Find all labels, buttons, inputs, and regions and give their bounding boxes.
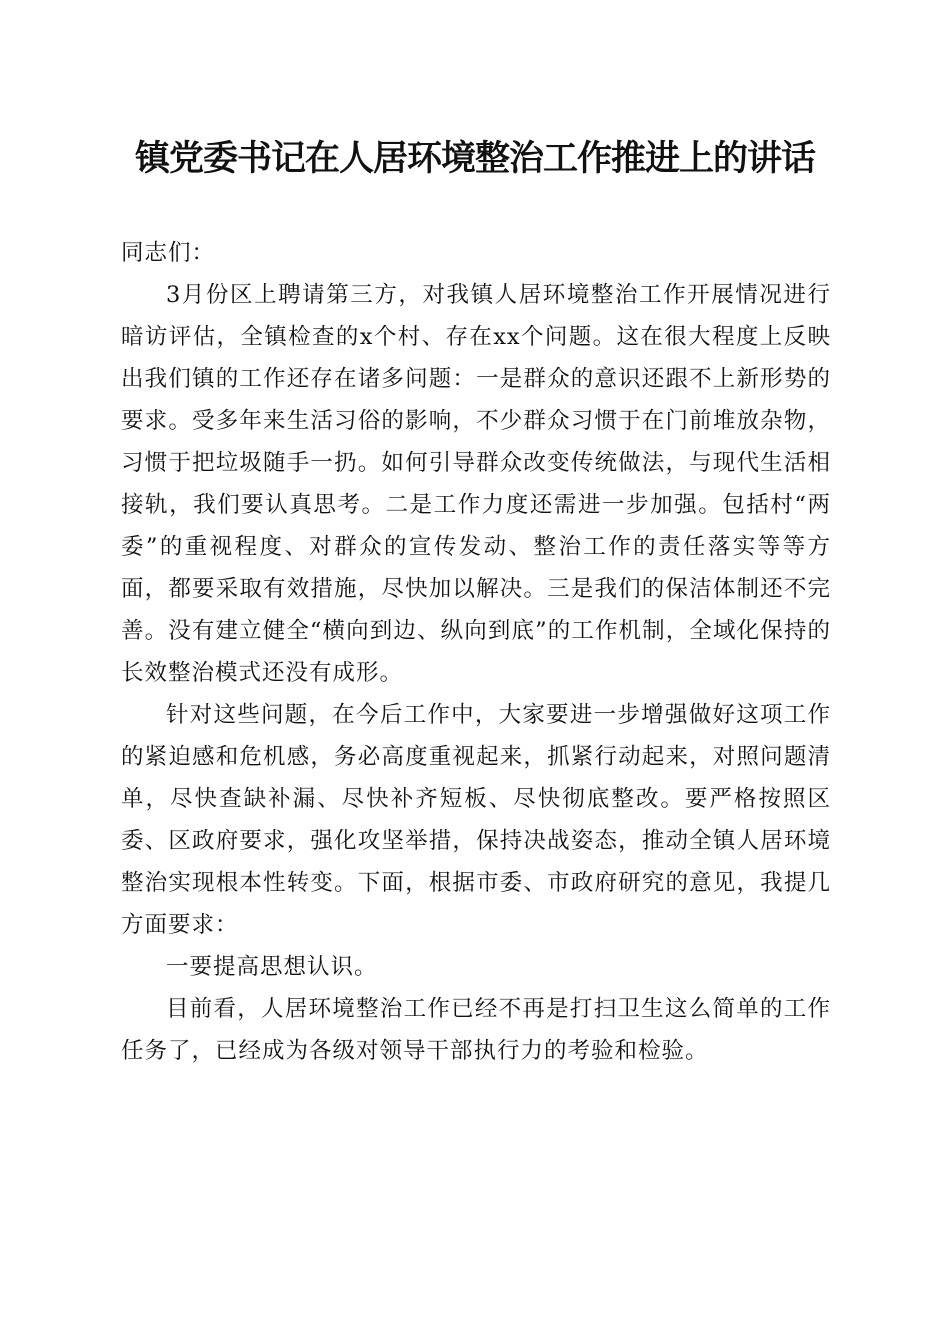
document-body (121, 232, 831, 1072)
document-title: 镇党委书记在人居环境整治工作推进上的讲话 (134, 138, 815, 179)
salutation: 同志们： (121, 240, 216, 266)
paragraph-1: 3月份区上聘请第三方，对我镇人居环境整治工作开展情况进行暗访评估，全镇检查的x个村、存在xx个问题。这在很大程度上反映出我们镇的工作还存在诸多问题：一是群众的意识还跟不上新形势的要求。受多年来生活习俗的影响，不少群众习惯于在门前堆放杂物，习惯于把垃圾随手一扔。如何引导群众改变传统做法，与现代生活相接轨，我们要认真思考。二是工作力度还需进一步加强。包括村“两委”的重视程度、对群众的宣传发动、整治工作的责任落实等等方面，都要采取有效措施，尽快加以解决。三是我们的保洁体制还不完善。没有建立健全“横向到边、纵向到底”的工作机制，全域化保持的长效整治模式还没有成形。 (121, 282, 831, 686)
paragraph-2: 针对这些问题，在今后工作中，大家要进一步增强做好这项工作的紧迫感和危机感，务必高度重视起来，抓紧行动起来，对照问题清单，尽快查缺补漏、尽快补齐短板、尽快彻底整改。要严格按照区委、区政府要求，强化攻坚举措，保持决战姿态，推动全镇人居环境整治实现根本性转变。下面，根据市委、市政府研究的意见，我提几方面要求： (121, 702, 831, 938)
paragraph-heading-1: 一要提高思想认识。 (166, 954, 378, 980)
paragraph-3: 目前看，人居环境整治工作已经不再是打扫卫生这么简单的工作任务了，已经成为各级对领导干部执行力的考验和检验。 (121, 996, 831, 1064)
